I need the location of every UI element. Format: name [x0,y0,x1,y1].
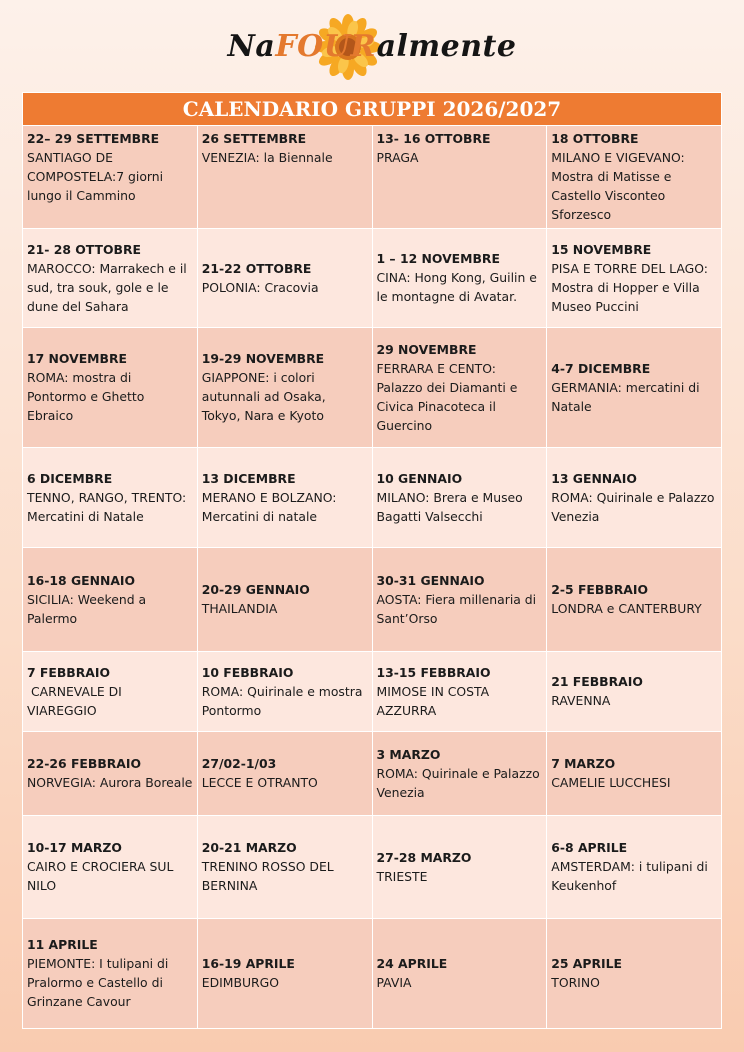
event-date: 22-26 FEBBRAIO [27,756,142,771]
table-cell [23,229,198,328]
event-date: 7 FEBBRAIO [27,664,111,680]
table-row [23,548,722,652]
logo-prefix: Na [227,29,276,64]
event-description: CARNEVALE DI VIAREGGIO [27,683,126,718]
event-description: LONDRA e CANTERBURY [551,601,702,616]
event-description: FERRARA E CENTO: Palazzo dei Diamanti e Civica Pinacoteca il Guercino [376,360,518,433]
event-date: 19-29 NOVEMBRE [201,351,325,366]
event-description: ROMA: mostra di Pontormo e Ghetto Ebraico [27,370,145,423]
table-cell [547,126,722,229]
event-date: 29 NOVEMBRE [376,341,477,357]
event-description: PRAGA [376,150,419,165]
table-cell [197,126,372,229]
table-cell [23,448,198,548]
event-date: 30-31 GENNAIO [376,572,485,588]
table-cell [23,126,198,229]
table-cell [23,548,198,652]
event-date: 16-19 APRILE [201,956,295,971]
table-cell [197,919,372,1029]
event-description: CAMELIE LUCCHESI [551,775,671,790]
event-description: THAILANDIA [201,601,278,616]
event-description: VENEZIA: la Biennale [201,150,333,165]
event-date: 13 DICEMBRE [201,470,296,486]
logo-suffix: almente [376,29,517,64]
event-date: 15 NOVEMBRE [551,241,652,257]
event-description: MILANO E VIGEVANO: Mostra di Matisse e Castello Visconteo Sforzesco [551,150,685,222]
table-row [23,919,722,1029]
event-description: TRIESTE [376,868,428,884]
table-cell [372,816,547,919]
calendar-title: CALENDARIO GRUPPI 2026/2027 [23,93,722,126]
table-cell [372,229,547,328]
table-cell [372,732,547,816]
event-date: 21-22 OTTOBRE [201,260,312,276]
calendar-table [22,92,722,1029]
event-description: EDIMBURGO [201,975,279,990]
event-description: NORVEGIA: Aurora Boreale [27,775,193,790]
table-cell [197,328,372,448]
event-date: 4-7 DICEMBRE [551,360,651,376]
event-description: MILANO: Brera e Museo Bagatti Valsecchi [376,489,523,524]
event-date: 18 OTTOBRE [551,131,639,146]
logo-text [227,29,516,64]
table-cell [197,448,372,548]
table-cell [197,548,372,652]
table-cell [23,328,198,448]
event-date: 10-17 MARZO [27,840,122,855]
event-date: 20-29 GENNAIO [201,582,310,597]
event-date: 10 FEBBRAIO [201,664,294,680]
event-date: 6-8 APRILE [551,840,628,855]
table-cell [547,448,722,548]
event-description: ROMA: Quirinale e mostra Pontormo [201,683,363,718]
event-description: AMSTERDAM: i tulipani di Keukenhof [551,859,708,893]
event-date: 2-5 FEBBRAIO [551,582,649,597]
table-cell [372,126,547,229]
table-cell [547,229,722,328]
event-date: 21- 28 OTTOBRE [27,241,141,257]
table-cell [197,732,372,816]
table-cell [547,652,722,732]
table-cell [547,919,722,1029]
event-date: 6 DICEMBRE [27,470,113,486]
event-date: 25 APRILE [551,956,622,971]
table-cell [372,652,547,732]
event-description: MERANO E BOLZANO: Mercatini di natale [201,489,337,524]
event-description: ROMA: Quirinale e Palazzo Venezia [376,765,540,800]
table-row [23,732,722,816]
event-description: MIMOSE IN COSTA AZZURRA [376,683,490,718]
logo-highlight: FOUR [275,29,377,64]
event-date: 13 GENNAIO [551,470,637,486]
event-date: 13- 16 OTTOBRE [376,131,491,146]
table-cell [547,548,722,652]
table-cell [372,448,547,548]
event-description: GERMANIA: mercatini di Natale [551,379,700,414]
event-description: TORINO [551,975,600,990]
event-description: PIEMONTE: I tulipani di Pralormo e Castello di Grinzane Cavour [27,956,169,1009]
table-cell [197,816,372,919]
table-cell [197,229,372,328]
event-date: 10 GENNAIO [376,470,463,486]
event-description: PISA E TORRE DEL LAGO: Mostra di Hopper e Villa Museo Puccini [551,260,708,314]
event-date: 27-28 MARZO [376,849,472,865]
event-description: GIAPPONE: i colori autunnali ad Osaka, Tokyo, Nara e Kyoto [201,370,326,423]
table-cell [23,816,198,919]
table-cell [23,652,198,732]
table-row [23,652,722,732]
event-date: 21 FEBBRAIO [551,674,643,689]
event-description: MAROCCO: Marrakech e il sud, tra souk, gole e le dune del Sahara [27,260,187,314]
event-date: 27/02-1/03 [201,756,277,771]
table-row [23,126,722,229]
table-row [23,448,722,548]
event-date: 24 APRILE [376,956,448,971]
event-date: 20-21 MARZO [201,840,297,855]
event-description: SANTIAGO DE COMPOSTELA:7 giorni lungo il Cammino [27,150,164,203]
table-row [23,816,722,919]
event-date: 16-18 GENNAIO [27,572,136,588]
event-description: TENNO, RANGO, TRENTO: Mercatini di Natale [27,489,187,524]
event-date: 26 SETTEMBRE [201,131,307,146]
table-cell [372,328,547,448]
table-cell [372,548,547,652]
table-row [23,328,722,448]
event-date: 17 NOVEMBRE [27,351,127,366]
table-cell [547,328,722,448]
table-cell [547,816,722,919]
event-date: 22– 29 SETTEMBRE [27,131,160,146]
table-cell [23,919,198,1029]
event-description: ROMA: Quirinale e Palazzo Venezia [551,489,715,524]
event-date: 7 MARZO [551,756,616,771]
event-description: LECCE E OTRANTO [201,775,318,790]
event-description: AOSTA: Fiera millenaria di Sant’Orso [376,591,537,626]
event-description: PAVIA [376,975,412,990]
table-cell [372,919,547,1029]
logo [0,14,744,80]
event-date: 11 APRILE [27,937,98,952]
table-cell [547,732,722,816]
event-date: 3 MARZO [376,746,441,762]
event-description: TRENINO ROSSO DEL BERNINA [201,859,334,893]
event-description: SICILIA: Weekend a Palermo [27,591,147,626]
event-description: CINA: Hong Kong, Guilin e le montagne di Avatar. [376,270,537,304]
table-row [23,229,722,328]
event-date: 13-15 FEBBRAIO [376,664,491,680]
event-date: 1 – 12 NOVEMBRE [376,251,500,266]
event-description: RAVENNA [551,693,611,708]
event-description: POLONIA: Cracovia [201,279,319,295]
event-description: CAIRO E CROCIERA SUL NILO [27,859,174,893]
table-cell [23,732,198,816]
table-cell [197,652,372,732]
